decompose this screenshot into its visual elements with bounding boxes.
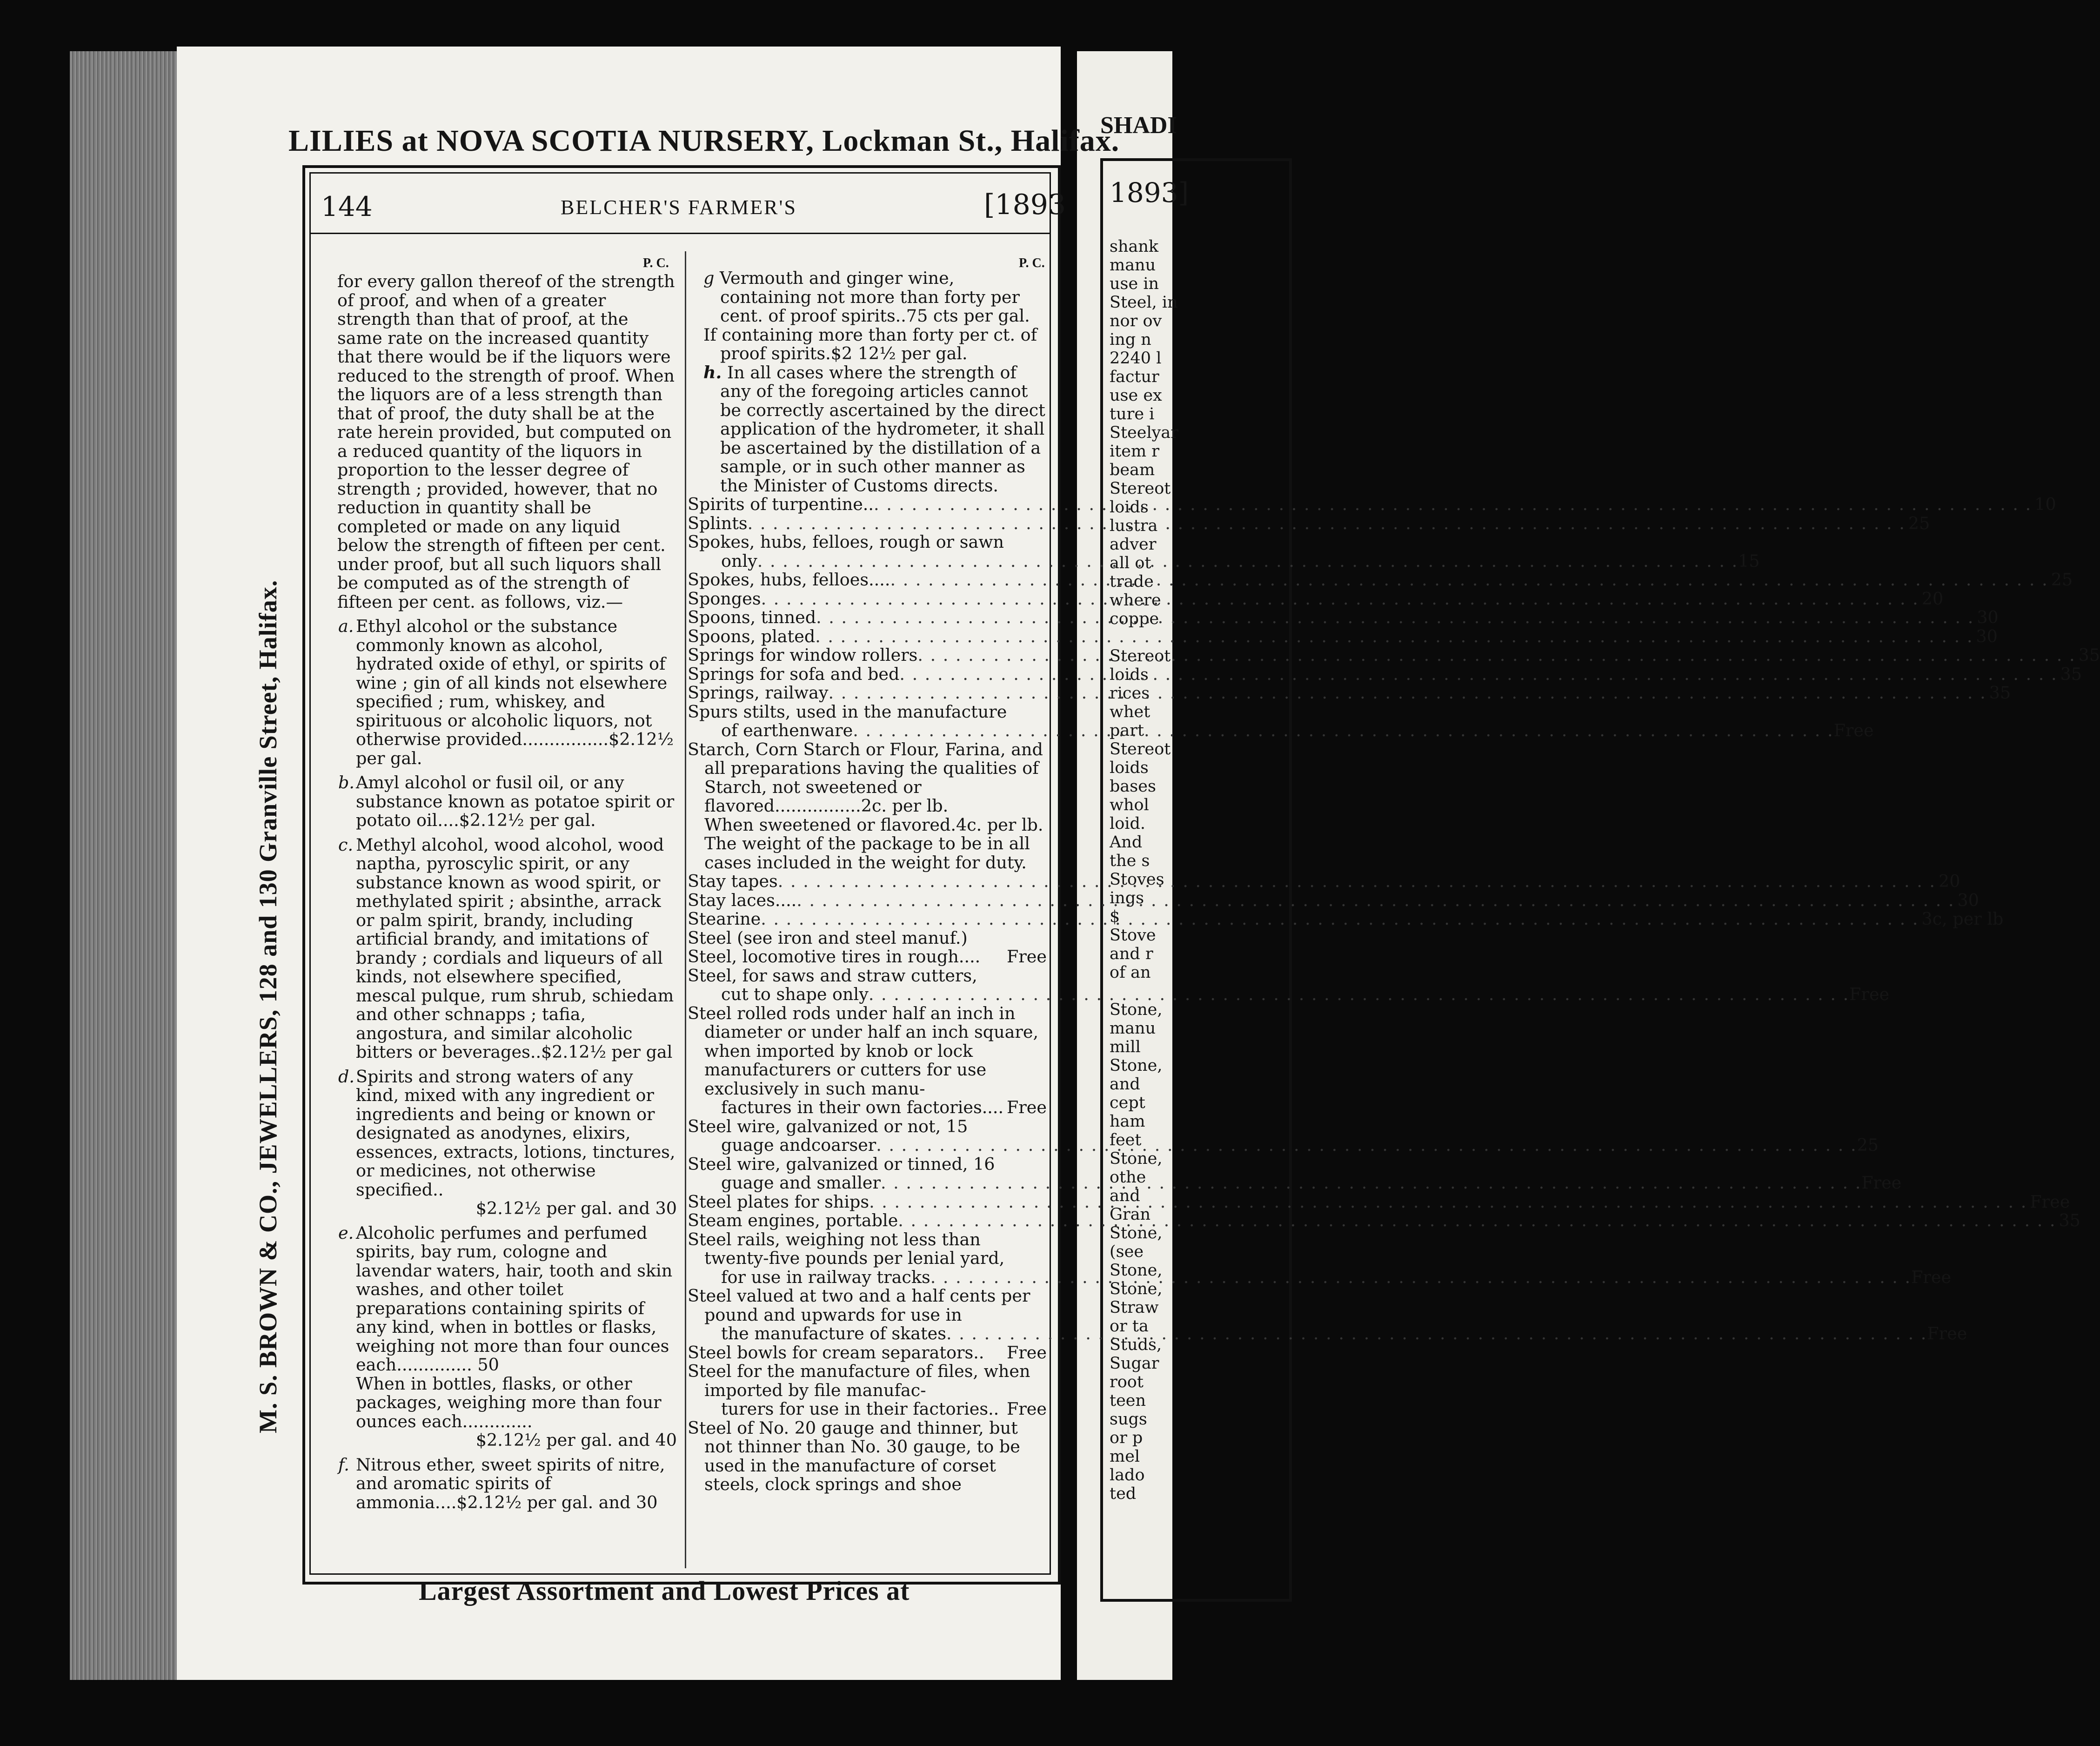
facing-page-fragment: lustra xyxy=(1110,517,1158,535)
table-row: Spurs stilts, used in the manufacture of earthenware . . . Free xyxy=(688,703,1047,740)
facing-page-fragment: (see xyxy=(1110,1242,1144,1261)
facing-page-fragment: loids xyxy=(1110,665,1149,684)
facing-page-fragments xyxy=(1110,237,1179,1503)
facing-page-fragment: factur xyxy=(1110,368,1159,386)
bottom-advertisement-banner: Largest Assortment and Lowest Prices at xyxy=(419,1576,910,1606)
pc-label-left: P. C. xyxy=(643,256,669,270)
facing-page-fragment: nor ov xyxy=(1110,312,1162,330)
facing-page-fragment: and r xyxy=(1110,945,1153,963)
running-title: BELCHER'S FARMER'S xyxy=(561,196,797,219)
table-row: Spoons, tinned . . . 30 xyxy=(688,608,1047,627)
facing-page-fragment: othe xyxy=(1110,1168,1146,1187)
list-item: Starch, Corn Starch or Flour, Farina, and all preparations having the qualities of Starch, not sweetened or flavored................2c. per lb. xyxy=(688,739,1043,816)
table-row: Splints . . . 25 xyxy=(688,514,1047,533)
facing-page-fragment: of an xyxy=(1110,963,1151,982)
left-column xyxy=(337,272,677,1512)
table-row: Springs for sofa and bed . . . 35 xyxy=(688,665,1047,684)
table-row: Stearine . . . 3c, per lb xyxy=(688,910,1047,929)
facing-page-fragment: teen xyxy=(1110,1391,1146,1410)
table-row: Steel bowls for cream separators.. Free xyxy=(688,1342,1047,1363)
facing-page-fragment: Steel, in xyxy=(1110,293,1178,312)
facing-page-fragment: Stone, xyxy=(1110,1261,1163,1280)
list-item: g Vermouth and ginger wine, containing not more than forty per cent. of proof spirits..75 cts per gal. xyxy=(703,268,1030,326)
facing-page xyxy=(1077,51,1189,1680)
header-year: [1893 xyxy=(984,188,1066,221)
facing-page-fragment: the s xyxy=(1110,852,1150,870)
table-row: Spokes, hubs, felloes, rough or sawn only . . . 15 xyxy=(688,533,1047,571)
facing-page-fragment: Studs, xyxy=(1110,1336,1162,1354)
facing-page-fragment: $ xyxy=(1110,907,1120,926)
facing-page-fragment: Stereot xyxy=(1110,647,1171,665)
facing-page-fragment: lado xyxy=(1110,1466,1145,1484)
facing-page-fragment: whet xyxy=(1110,703,1150,721)
list-item: Steel (see iron and steel manuf.) xyxy=(688,927,968,948)
facing-page-year: 1893] xyxy=(1110,177,1189,208)
facing-page-fragment: Steelyar xyxy=(1110,423,1179,442)
facing-page-fragment: bases xyxy=(1110,777,1156,796)
table-row: Spokes, hubs, felloes.... . . . 25 xyxy=(688,571,1047,590)
list-item: When sweetened or flavored.4c. per lb. xyxy=(704,814,1043,835)
table-row: Sponges . . . 20 xyxy=(688,590,1047,609)
duty-intro-paragraph: for every gallon thereof of the strength of proof, and when of a greater strength than that of proof, at the same rate on the increased quantity that there would be if the liquors were reduced to the strength of proof. When the liquors are of a less strength than that of proof, the duty shall be at the rate herein provided, but computed on a reduced quantity of the liquors in proportion to the lesser degree of strength ; provided, however, that no reduction in quantity shall be completed or made on any liquid below the strength of fifteen per cent. under proof, but all such liquors shall be computed as of the strength of fifteen per cent. as follows, viz.— xyxy=(337,271,675,612)
table-row: Springs, railway . . . 35 xyxy=(688,684,1047,703)
table-row: Stay laces.... . . . 30 xyxy=(688,891,1047,910)
table-row: Steel, locomotive tires in rough.... Free xyxy=(688,947,1047,967)
facing-page-fragment: mel xyxy=(1110,1447,1140,1466)
facing-page-fragment: trade xyxy=(1110,572,1154,591)
facing-page-fragment: ted xyxy=(1110,1484,1137,1503)
facing-page-fragment: cept xyxy=(1110,1094,1145,1112)
facing-page-fragment: Gran xyxy=(1110,1205,1151,1224)
facing-page-fragment: Stone, xyxy=(1110,1001,1163,1019)
facing-page-fragment: use ex xyxy=(1110,386,1162,405)
facing-page-fragment: Stone, xyxy=(1110,1280,1163,1298)
table-row: Steel plates for ships . . . Free xyxy=(688,1193,1047,1212)
table-row: Steel, for saws and straw cutters, cut to shape only . . . Free xyxy=(688,967,1047,1004)
facing-page-fragment: adver xyxy=(1110,535,1157,554)
facing-page-fragment: Stereot xyxy=(1110,479,1171,498)
table-row: Steel rolled rods under half an inch in diameter or under half an inch square, when imported by knob or lock manufacturers or cutters for use exclusively in such manu- factures in their own factories.... Free xyxy=(688,1003,1047,1117)
facing-page-banner: SHADI xyxy=(1100,112,1177,139)
facing-page-fragment: loids xyxy=(1110,759,1149,777)
list-item: d.Spirits and strong waters of any kind, mixed with any ingredient or ingredients and being or known or designated as anodynes, elixirs, essences, extracts, lotions, tinctures, or medicines, not otherwise specified.. $2.12½ per gal. and 30 xyxy=(338,1066,677,1218)
header-rule xyxy=(309,233,1051,234)
facing-page-fragment: use in xyxy=(1110,275,1159,293)
list-item: c. Methyl alcohol, wood alcohol, wood naptha, pyroscylic spirit, or any substance known as wood spirit, or methylated spirit ; absinthe, arrack or palm spirit, brandy, including artificial brandy, and imitations of brandy ; cordials and liqueurs of all kinds, not elsewhere specified, mescal pulque, rum shrub, schiedam and other schnapps ; tafia, angostura, and similar alcoholic bitters or beverages..$2.12½ per gal xyxy=(338,834,674,1062)
column-rule xyxy=(685,251,686,1568)
facing-page-fragment: ham xyxy=(1110,1112,1145,1131)
facing-page-fragment: sugs xyxy=(1110,1410,1147,1429)
facing-page-fragment: Stone, xyxy=(1110,1224,1163,1242)
facing-page-fragment: root xyxy=(1110,1373,1144,1391)
facing-page-fragment: manu xyxy=(1110,1019,1156,1038)
facing-page-fragment: ings xyxy=(1110,889,1144,907)
list-item: The weight of the package to be in all cases included in the weight for duty. xyxy=(704,833,1030,873)
list-item: Steel of No. 20 gauge and thinner, but not thinner than No. 30 gauge, to be used in the manufacture of corset steels, clock springs and shoe xyxy=(688,1417,1020,1494)
facing-page-fragment: loid. xyxy=(1110,814,1145,833)
facing-page-fragment: where xyxy=(1110,591,1161,610)
list-item: e. Alcoholic perfumes and perfumed spirits, bay rum, cologne and lavendar waters, hair, tooth and skin washes, and other toilet preparations containing spirits of any kind, when in bottles or flasks, weighing not more than four ounces each.............. 50 xyxy=(338,1222,673,1375)
table-row: Spoons, plated . . . 30 xyxy=(688,627,1047,646)
list-item: f. Nitrous ether, sweet spirits of nitre, and aromatic spirits of ammonia....$2.12½ per gal. and 30 xyxy=(338,1454,665,1512)
list-item: h. In all cases where the strength of any of the foregoing articles cannot be correctly ascertained by the direct application of the hydrometer, it shall be ascertained by the distillation of a sample, or in such other manner as the Minister of Customs directs. xyxy=(703,362,1045,496)
list-item: When in bottles, flasks, or other packages, weighing more than four ounces each............. $2.12½ per gal. and 40 xyxy=(356,1373,677,1450)
facing-page-fragment: Stove xyxy=(1110,926,1156,945)
list-item: a. Ethyl alcohol or the substance commonly known as alcohol, hydrated oxide of ethyl, or spirits of wine ; gin of all kinds not elsewhere specified ; rum, whiskey, and spirituous or alcoholic liquors, not otherwise provided................$2.12½ per gal. xyxy=(338,616,674,768)
facing-page-fragment: item r xyxy=(1110,442,1160,461)
table-row: Spirits of turpentine.. . . . 10 xyxy=(688,495,1047,514)
list-item: If containing more than forty per ct. of proof spirits.$2 12½ per gal. xyxy=(703,324,1037,363)
facing-page-fragment: Sugar xyxy=(1110,1354,1159,1373)
facing-page-fragment: or p xyxy=(1110,1429,1143,1447)
facing-page-fragment: shank xyxy=(1110,237,1159,256)
facing-page-fragment: Stone, xyxy=(1110,1056,1163,1075)
table-row: Steel wire, galvanized or not, 15 guage andcoarser . . . 25 xyxy=(688,1117,1047,1155)
table-row: Springs for window rollers . . . 35 xyxy=(688,646,1047,665)
facing-page-fragment: all ot xyxy=(1110,554,1151,572)
facing-page-fragment: feet xyxy=(1110,1131,1142,1149)
table-row: Steel rails, weighing not less than twenty-five pounds per lenial yard, for use in railway tracks . . . Free xyxy=(688,1230,1047,1287)
facing-page-fragment: or ta xyxy=(1110,1317,1149,1336)
table-row: Steam engines, portable . . . 35 xyxy=(688,1211,1047,1230)
facing-page-fragment: Stoves xyxy=(1110,870,1164,889)
facing-page-fragment: coppe xyxy=(1110,610,1159,628)
facing-page-fragment: manu xyxy=(1110,256,1156,275)
facing-page-fragment: and xyxy=(1110,1187,1140,1205)
facing-page-fragment: and xyxy=(1110,1075,1140,1094)
list-item: b.Amyl alcohol or fusil oil, or any substance known as potatoe spirit or potato oil....$2.12½ per gal. xyxy=(338,772,675,830)
page-number: 144 xyxy=(321,191,373,222)
facing-page-fragment: 2240 l xyxy=(1110,349,1162,368)
side-advertisement-banner: M. S. BROWN & CO., JEWELLERS, 128 and 130 Granville Street, Halifax. xyxy=(254,579,282,1433)
table-row: Stay tapes . . . 20 xyxy=(688,872,1047,891)
pc-label-right: P. C. xyxy=(1019,256,1045,270)
facing-page-fragment: ing n xyxy=(1110,330,1151,349)
facing-page-fragment: rices xyxy=(1110,684,1150,703)
facing-page-fragment: ture i xyxy=(1110,405,1155,423)
facing-page-fragment: whol xyxy=(1110,796,1149,814)
facing-page-fragment: Stone, xyxy=(1110,1149,1163,1168)
table-row: Steel for the manufacture of files, when imported by file manufac- turers for use in their factories.. Free xyxy=(688,1361,1047,1419)
table-row: Steel wire, galvanized or tinned, 16 guage and smaller . . . Free xyxy=(688,1155,1047,1193)
top-advertisement-banner: LILIES at NOVA SCOTIA NURSERY, Lockman St., Halifax. xyxy=(288,124,1120,158)
facing-page-fragment: beam xyxy=(1110,461,1155,479)
facing-page-fragment: part xyxy=(1110,721,1144,740)
facing-page-fragment: Straw xyxy=(1110,1298,1159,1317)
facing-page-fragment: And xyxy=(1110,833,1143,852)
book-page-edge xyxy=(70,51,181,1680)
facing-page-fragment: loids xyxy=(1110,498,1149,517)
facing-page-fragment: mill xyxy=(1110,1038,1141,1056)
table-row: Steel valued at two and a half cents per pound and upwards for use in the manufacture of skates . . . Free xyxy=(688,1287,1047,1343)
facing-page-fragment: Stereot xyxy=(1110,740,1171,759)
